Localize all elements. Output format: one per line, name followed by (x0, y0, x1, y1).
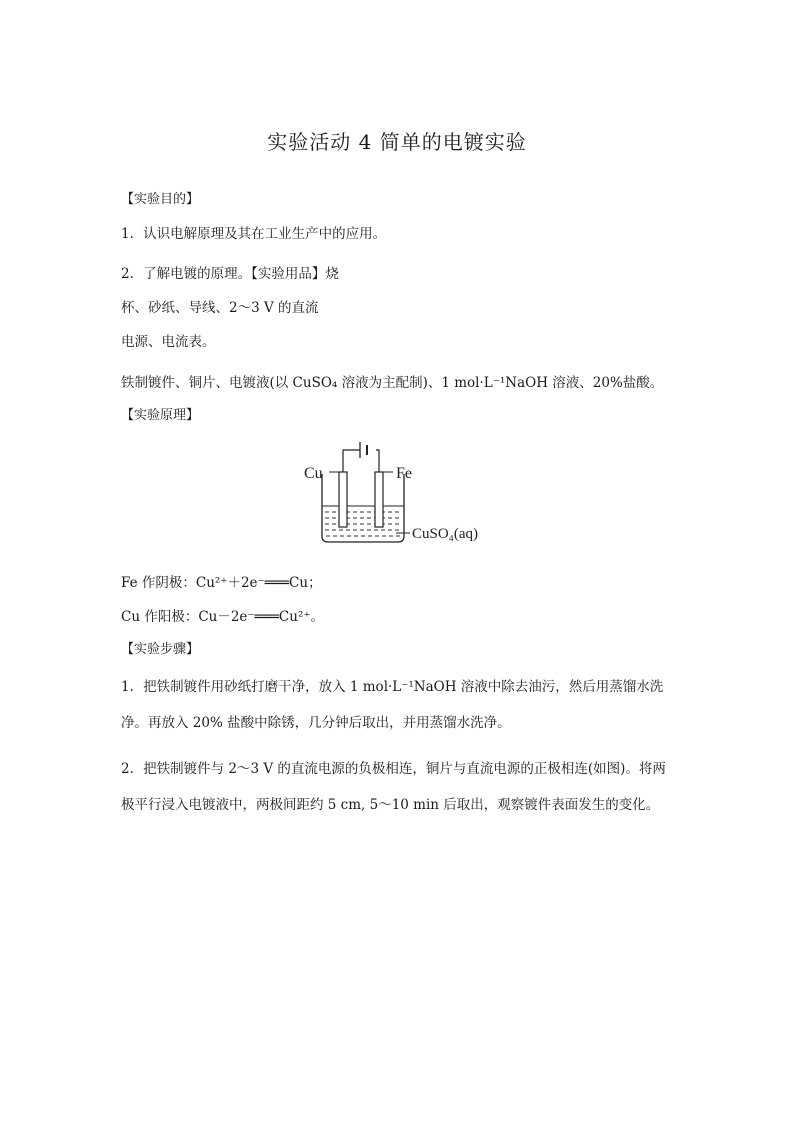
wire-right (376, 450, 379, 472)
page-title: 实验活动 4 简单的电镀实验 (267, 130, 527, 154)
solution-label: CuSO₄(aq) (412, 526, 479, 542)
fe-cathode-reaction: Fe 作阴极：Cu²⁺＋2e⁻═══Cu； (121, 575, 322, 591)
step-2-line-2: 极平行浸入电镀液中，两极间距约 5 cm, 5～10 min 后取出，观察镀件表面发生的变化。 (121, 797, 660, 813)
section-header-purpose: 【实验目的】 (121, 192, 200, 207)
wire-left (343, 450, 360, 472)
electroplating-diagram (296, 440, 506, 550)
cu-label: Cu (304, 465, 323, 482)
cu-anode-reaction: Cu 作阳极：Cu－2e⁻═══Cu²⁺。 (121, 609, 324, 625)
fe-electrode (375, 472, 383, 527)
fe-label: Fe (396, 465, 412, 482)
supplies-line-1: 杯、砂纸、导线、2～3 V 的直流 (121, 300, 319, 316)
solution-hatching (325, 512, 402, 536)
step-2-line-1: 2．把铁制镀件与 2～3 V 的直流电源的负极相连，铜片与直流电源的正极相连(如图)。将两 (121, 761, 666, 777)
step-1-line-2: 净。再放入 20% 盐酸中除锈，几分钟后取出，并用蒸馏水洗净。 (121, 715, 511, 731)
purpose-item-1: 1．认识电解原理及其在工业生产中的应用。 (121, 226, 387, 242)
section-header-steps: 【实验步骤】 (121, 642, 200, 657)
beaker (322, 474, 404, 542)
cu-electrode (339, 472, 347, 527)
section-header-principle: 【实验原理】 (121, 408, 200, 423)
supplies-line-2: 电源、电流表。 (121, 334, 216, 350)
supplies-line-3: 铁制镀件、铜片、电镀液(以 CuSO₄ 溶液为主配制)、1 mol·L⁻¹NaOH 溶液、20%盐酸。 (121, 375, 664, 391)
purpose-item-2: 2．了解电镀的原理。【实验用品】烧 (121, 266, 339, 282)
step-1-line-1: 1．把铁制镀件用砂纸打磨干净，放入 1 mol·L⁻¹NaOH 溶液中除去油污，然后用蒸馏水洗 (121, 679, 664, 695)
